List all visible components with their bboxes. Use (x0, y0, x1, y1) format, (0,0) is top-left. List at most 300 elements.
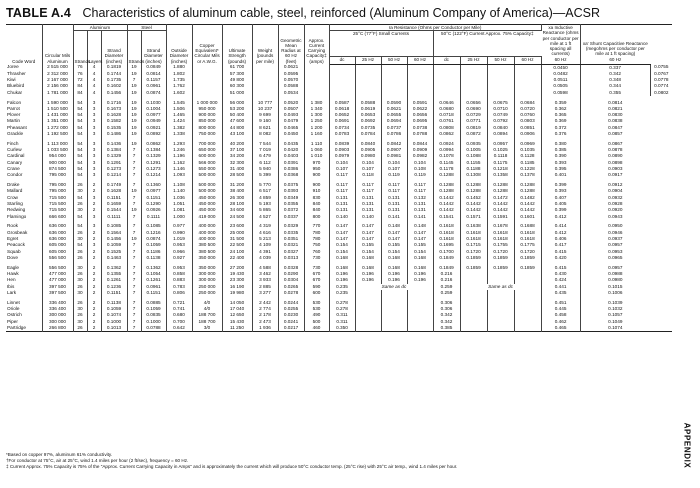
table-cell: 4 616 (252, 230, 278, 236)
table-cell: 0.0749 (487, 112, 514, 118)
table-cell: 1 160 (304, 131, 329, 137)
table-cell: 780 (304, 236, 329, 242)
table-cell: 0.1486 (101, 131, 127, 137)
table-cell: 0.369 (541, 118, 580, 124)
table-cell: 0.140 (355, 214, 381, 220)
table-cell: 795 000 (42, 188, 73, 194)
resistance-50c-header: 50°C (122°F) Current Approx. 75% Capacity‡ (433, 31, 541, 57)
table-cell: 0.168 (381, 265, 407, 271)
table-cell: Eagle (6, 265, 42, 271)
table-cell: 30 (73, 236, 87, 242)
table-cell: 4 588 (252, 265, 278, 271)
table-cell: 6 517 (252, 188, 278, 194)
table-cell: 0.0590 (381, 100, 407, 106)
table-cell: 1 010 (304, 153, 329, 159)
table-cell: 0.0327 (278, 249, 304, 255)
table-cell: 7 544 (252, 141, 278, 147)
table-cell: 0.0372 (278, 207, 304, 213)
table-cell: 0.147 (355, 236, 381, 242)
table-cell: 1.424 (166, 118, 192, 124)
table-cell: 0.196 (355, 277, 381, 283)
table-cell: 0.342 (580, 71, 650, 77)
table-cell: 1.465 (166, 112, 192, 118)
table-cell: 0.168 (355, 265, 381, 271)
table-cell: 0.117 (355, 188, 381, 194)
circular-mils-header: Circular Mils Aluminum (42, 25, 73, 65)
table-cell: 19 (127, 83, 141, 89)
table-cell: 2 473 (252, 319, 278, 325)
table-cell: 0.216 (433, 271, 460, 277)
table-cell: 590 (304, 284, 329, 290)
table-cell: 0.0718 (433, 112, 460, 118)
table-cell: 6 112 (252, 160, 278, 166)
table-cell: 0.1442 (514, 201, 541, 207)
table-cell: 0.700 (166, 319, 192, 325)
table-cell: 4 859 (252, 195, 278, 201)
table-cell: 0.1378 (514, 172, 541, 178)
table-cell: 3 933 (252, 277, 278, 283)
table-cell: 54 (73, 242, 87, 248)
table-cell: 0.337 (580, 64, 650, 71)
table-cell: 54 (73, 214, 87, 220)
table-cell: 780 (304, 230, 329, 236)
table-cell: 800 000 (192, 125, 222, 131)
table-cell: 1.338 (166, 131, 192, 137)
table-cell: 7 (127, 255, 141, 261)
table-cell: 54 (73, 100, 87, 106)
table-cell: Kiwi (6, 77, 42, 83)
table-cell: Partridge (6, 325, 42, 332)
r25-60hz-header: 60 Hz (407, 57, 433, 64)
table-cell: 0.0878 (608, 147, 623, 153)
table-cell: 0.1059 (101, 242, 127, 248)
table-cell: 0.131 (381, 201, 407, 207)
table-cell: Grosbeak (6, 230, 42, 236)
table-cell: 605 000 (42, 242, 73, 248)
table-cell: 0.0980 (608, 277, 623, 283)
table-cell: 2 774 (252, 306, 278, 312)
table-cell: 19 (127, 64, 141, 71)
table-cell: 0.1288 (460, 188, 487, 194)
table-cell: 0.1308 (460, 172, 487, 178)
table-cell: 3 (87, 100, 101, 106)
table-cell: 4 (87, 77, 101, 83)
table-cell: 54 (73, 160, 87, 166)
table-cell: 1.162 (166, 160, 192, 166)
table-cell: 7 (127, 166, 141, 172)
table-cell: 0.0894 (487, 131, 514, 137)
table-cell: 0.0988 (608, 270, 623, 276)
table-cell: 0.0814 (141, 71, 166, 77)
table-cell: 0.104 (355, 160, 381, 166)
table-cell: 0.1678 (487, 223, 514, 229)
table-cell: 0.0761 (433, 118, 460, 124)
table-cell: 0.376 (541, 131, 580, 137)
table-cell: 1 060 (304, 147, 329, 153)
table-cell: 954 000 (42, 153, 73, 159)
table-cell: Ostrich (6, 312, 42, 318)
table-cell: 76 (73, 71, 87, 77)
table-cell: 0.977 (166, 223, 192, 229)
table-cell: 0.1138 (101, 300, 127, 306)
table-cell: 3 (87, 153, 101, 159)
table-cell: 54 (73, 125, 87, 131)
table-cell: 0.131 (407, 207, 433, 213)
table-cell: 7 (127, 325, 141, 332)
table-cell: 1 250 (304, 118, 329, 124)
table-cell: 1.051 (166, 201, 192, 207)
table-cell: 4 (87, 71, 101, 77)
table-cell: 0.147 (329, 223, 355, 229)
table-cell: 0.399 (541, 182, 580, 188)
table-cell: 477 000 (42, 277, 73, 283)
table-cell: 605 000 (42, 249, 73, 255)
table-cell (381, 325, 407, 332)
table-cell: 31 200 (222, 182, 252, 188)
table-cell: 770 (304, 223, 329, 229)
table-cell: 636 000 (42, 223, 73, 229)
table-cell: 0.107 (381, 166, 407, 172)
table-cell: 1.506 (166, 106, 192, 112)
table-cell: 2 515 000 (42, 64, 73, 71)
r25-50hz-header: 50 Hz (381, 57, 407, 64)
table-cell: 0.104 (407, 160, 433, 166)
r25-25hz-header: 25 Hz (355, 57, 381, 64)
table-cell: 57 300 (222, 71, 252, 77)
table-cell: 0.1628 (101, 112, 127, 118)
table-cell: 0.0788 (141, 325, 166, 332)
table-cell: 19 (127, 100, 141, 106)
table-cell: 0.147 (407, 230, 433, 236)
table-cell: 0.196 (381, 277, 407, 283)
table-cell: 0.1288 (433, 182, 460, 188)
table-cell: 0.0788 (407, 131, 433, 137)
table-cell: 22 500 (222, 242, 252, 248)
table-cell: 19 (127, 236, 141, 242)
table-cell: 0.415 (541, 249, 580, 255)
table-cell: 0.1175 (487, 160, 514, 166)
table-cell: 0.1138 (141, 255, 166, 261)
table-cell: 0.1859 (514, 255, 541, 261)
table-cell: 19 430 (222, 271, 252, 277)
table-cell: 0.1329 (141, 153, 166, 159)
table-cell: 4 391 (252, 249, 278, 255)
table-cell: 0.235 (329, 284, 355, 290)
table-cell (460, 64, 487, 71)
table-cell: 0.0479 (278, 118, 304, 124)
table-cell: 7 (127, 201, 141, 207)
table-cell: 490 (304, 312, 329, 318)
table-cell: 2 (87, 249, 101, 255)
table-cell: 8 621 (252, 125, 278, 131)
table-cell: 336 400 (42, 306, 73, 312)
table-cell: 0.0435 (278, 141, 304, 147)
same-as-dc-note: Same as dc (460, 284, 541, 290)
table-cell: 2 (87, 201, 101, 207)
table-cell: 900 000 (42, 160, 73, 166)
table-cell: 0.1032 (608, 305, 623, 311)
table-cell: 0.0847 (608, 124, 623, 130)
table-cell: 5 399 (252, 172, 278, 178)
table-cell: 0.168 (407, 265, 433, 271)
table-cell: 0.0994 (433, 147, 460, 153)
table-cell: Falcon (6, 100, 42, 106)
table-cell: 0.1544 (101, 207, 127, 213)
table-cell: 0.0920 (608, 207, 623, 213)
resistance-group-header: ra Resistance (Ohms per Conductor per Mile) (329, 25, 541, 31)
table-cell: 2 (87, 182, 101, 188)
table-cell: 0.1571 (460, 214, 487, 220)
table-cell: Curlew (6, 147, 42, 153)
table-cell: 0.680 (166, 312, 192, 318)
table-cell: 0.140 (329, 214, 355, 220)
table-cell: 0.0355 (278, 201, 304, 207)
table-cell: 3 (87, 195, 101, 201)
footnotes (6, 452, 670, 470)
table-cell: 1 351 000 (42, 118, 73, 124)
table-cell: 0.1602 (101, 83, 127, 89)
table-cell: 0.1442 (433, 201, 460, 207)
table-cell: 0.1039 (608, 299, 623, 305)
table-cell: 50 400 (222, 112, 252, 118)
table-cell: 0.1618 (460, 230, 487, 236)
table-cell: 1.000 (166, 214, 192, 220)
table-cell: 0.147 (355, 230, 381, 236)
table-cell: 0.1688 (514, 223, 541, 229)
table-cell: Crane (6, 166, 42, 172)
table-cell: 0.0950 (608, 223, 623, 229)
table-cell (355, 64, 381, 71)
table-cell: 0.196 (381, 271, 407, 277)
table-cell: 0.0981 (381, 153, 407, 159)
table-cell: 0.131 (381, 207, 407, 213)
table-title (6, 6, 600, 20)
table-cell: Peacock (6, 242, 42, 248)
table-cell: 0.147 (381, 236, 407, 242)
table-cell: 0.1720 (487, 249, 514, 255)
table-cell: Chukar (6, 90, 42, 96)
table-cell: 24 500 (222, 214, 252, 220)
table-cell: 0.0450 (541, 64, 580, 71)
table-cell: 2 (87, 277, 101, 283)
table-cell: 0.1362 (101, 265, 127, 271)
table-cell: 0.155 (381, 242, 407, 248)
table-cell: 0.0588 (278, 83, 304, 89)
table-cell: 0.372 (541, 125, 580, 131)
code-word-header: Code Word (6, 25, 42, 65)
table-cell: 0.0874 (141, 90, 166, 96)
table-cell: 3 (87, 242, 101, 248)
table-cell: 0.119 (381, 172, 407, 178)
table-cell: 0.1525 (101, 249, 127, 255)
table-cell: 0.0313 (278, 255, 304, 261)
table-cell: 47 600 (222, 118, 252, 124)
table-cell: 0.0720 (514, 106, 541, 112)
st-strands-header: Strands (127, 31, 141, 64)
table-cell: 0.0892 (141, 131, 166, 137)
table-cell: 0.0921 (141, 125, 166, 131)
table-cell: 0.0507 (278, 106, 304, 112)
table-cell: 380 500 (192, 242, 222, 248)
table-cell: 2 885 (252, 284, 278, 290)
table-cell: 0.1716 (101, 100, 127, 106)
table-cell: 0.0656 (460, 100, 487, 106)
table-cell: 750 (304, 242, 329, 248)
table-cell: 566 000 (192, 160, 222, 166)
table-cell: 0.0906 (514, 131, 541, 137)
table-cell: 0.0803 (514, 118, 541, 124)
table-cell: 3 (87, 118, 101, 124)
table-cell: 0.1186 (141, 249, 166, 255)
table-cell: 0.0244 (278, 300, 304, 306)
table-cell: 0.393 (541, 188, 580, 194)
table-cell: 2 167 000 (42, 77, 73, 83)
table-cell: 300 000 (42, 319, 73, 325)
table-cell: 4 527 (252, 214, 278, 220)
table-cell: 0.1006 (608, 289, 623, 295)
table-cell: 0.0755 (654, 64, 669, 70)
table-cell: 1 113 000 (42, 141, 73, 147)
appendix-side-label (681, 410, 693, 484)
table-cell: 0.131 (381, 195, 407, 201)
table-cell: 666 600 (42, 214, 73, 220)
table-cell: 54 (73, 141, 87, 147)
table-cell: 670 (304, 271, 329, 277)
table-cell: 4 319 (252, 223, 278, 229)
table-cell: 0.1472 (487, 195, 514, 201)
table-cell: 950 (304, 166, 329, 172)
table-cell: 0.1715 (460, 242, 487, 248)
table-cell: 0.1013 (101, 325, 127, 332)
table-cell: 0.131 (355, 207, 381, 213)
table-cell: 19 (127, 112, 141, 118)
table-cell: 3 (87, 125, 101, 131)
table-cell: 2 (87, 230, 101, 236)
table-cell: 0.0957 (608, 242, 623, 248)
table-cell: 0.0375 (278, 182, 304, 188)
table-cell: 2 (87, 207, 101, 213)
table-cell: 7 (127, 284, 141, 290)
table-cell: Dove (6, 255, 42, 261)
table-cell: 1.545 (166, 100, 192, 106)
table-cell: 0.306 (433, 300, 460, 306)
table-cell: 1.802 (166, 71, 192, 77)
table-cell: 1 510 500 (42, 106, 73, 112)
xap-60hz-header: 60 Hz (580, 57, 650, 64)
table-cell: 0.0961 (141, 284, 166, 290)
table-cell: 26 (73, 325, 87, 332)
table-cell: 0.1000 (101, 319, 127, 325)
table-cell: 0.0304 (278, 277, 304, 283)
table-cell: 19 (127, 188, 141, 194)
table-cell: Mallard (6, 188, 42, 194)
table-cell: 0.393 (541, 160, 580, 166)
table-cell: 0.1628 (101, 188, 127, 194)
table-cell: 1.382 (166, 125, 192, 131)
table-cell: 0.1456 (101, 236, 127, 242)
table-cell: 0.1384 (101, 147, 127, 153)
table-cell: 0.0587 (329, 100, 355, 106)
table-cell: 0.1859 (487, 255, 514, 261)
table-cell: 0.0935 (460, 141, 487, 147)
table-cell: 0.0520 (278, 100, 304, 106)
table-cell: 0.0482 (541, 71, 580, 77)
table-cell: 477 000 (42, 271, 73, 277)
table-cell: 0.1236 (101, 284, 127, 290)
table-cell: 43 100 (222, 131, 252, 137)
table-cell: 0.0737 (381, 125, 407, 131)
table-cell: 23 600 (222, 223, 252, 229)
table-cell: 450 000 (192, 195, 222, 201)
table-cell (407, 325, 433, 332)
table-cell: 26 (73, 312, 87, 318)
table-cell: 0.0842 (381, 141, 407, 147)
table-cell: 0.0885 (141, 300, 166, 306)
table-cell: 0.0738 (407, 125, 433, 131)
table-cell: 900 000 (192, 112, 222, 118)
table-cell: 1 781 000 (42, 90, 73, 96)
table-cell: 9 699 (252, 112, 278, 118)
table-cell: 26 (73, 230, 87, 236)
table-cell: 0.278 (329, 306, 355, 312)
table-cell: 0.414 (541, 223, 580, 229)
table-cell: 0.445 (541, 306, 580, 312)
table-cell: 53 200 (222, 106, 252, 112)
table-cell: 7 (127, 306, 141, 312)
table-cell: Martin (6, 118, 42, 124)
table-cell: 188 700 (192, 312, 222, 318)
table-cell: 0.1591 (487, 214, 514, 220)
table-cell: 84 (73, 83, 87, 89)
table-cell: 0.0969 (514, 141, 541, 147)
table-cell: 0.0898 (608, 159, 623, 165)
table-cell: 0.0386 (278, 166, 304, 172)
table-cell: 0.927 (166, 255, 192, 261)
table-cell: 0.0830 (608, 112, 623, 118)
table-cell: 0.1128 (514, 153, 541, 159)
table-cell: 2 442 (252, 300, 278, 306)
table-cell: 0.1059 (141, 242, 166, 248)
table-cell: 0.168 (355, 255, 381, 261)
table-cell: 30 (73, 306, 87, 312)
table-cell: 0.1360 (141, 182, 166, 188)
table-cell: 0.0735 (355, 125, 381, 131)
table-cell: 0.119 (407, 172, 433, 178)
table-cell: 30 (73, 188, 87, 194)
acsr-table (6, 24, 672, 332)
capacitive-reactance-header: xa' Shunt Capacitive Reactance (megohms per conductor per mile at 1 ft spacing) (582, 40, 648, 57)
table-cell: 5 770 (252, 182, 278, 188)
table-cell: 0.1151 (141, 290, 166, 296)
table-cell: 30 (73, 319, 87, 325)
table-cell: 0.1049 (608, 318, 623, 324)
table-cell: 600 (304, 290, 329, 296)
table-cell: 0.462 (541, 319, 580, 325)
r50-50hz-header: 50 Hz (487, 57, 514, 64)
table-cell: 30 (73, 207, 87, 213)
table-cell: 2 (87, 312, 101, 318)
table-cell: 0.0957 (608, 264, 623, 270)
table-cell: 0.1859 (487, 265, 514, 271)
table-cell: 0.1362 (141, 265, 166, 271)
table-cell: 40 200 (222, 141, 252, 147)
table-cell: 0.148 (407, 223, 433, 229)
table-cell: 0.417 (541, 242, 580, 248)
table-cell: 0.1582 (101, 118, 127, 124)
table-cell: 0.1288 (514, 182, 541, 188)
table-cell: 2 (87, 319, 101, 325)
table-cell: 750 000 (192, 131, 222, 137)
